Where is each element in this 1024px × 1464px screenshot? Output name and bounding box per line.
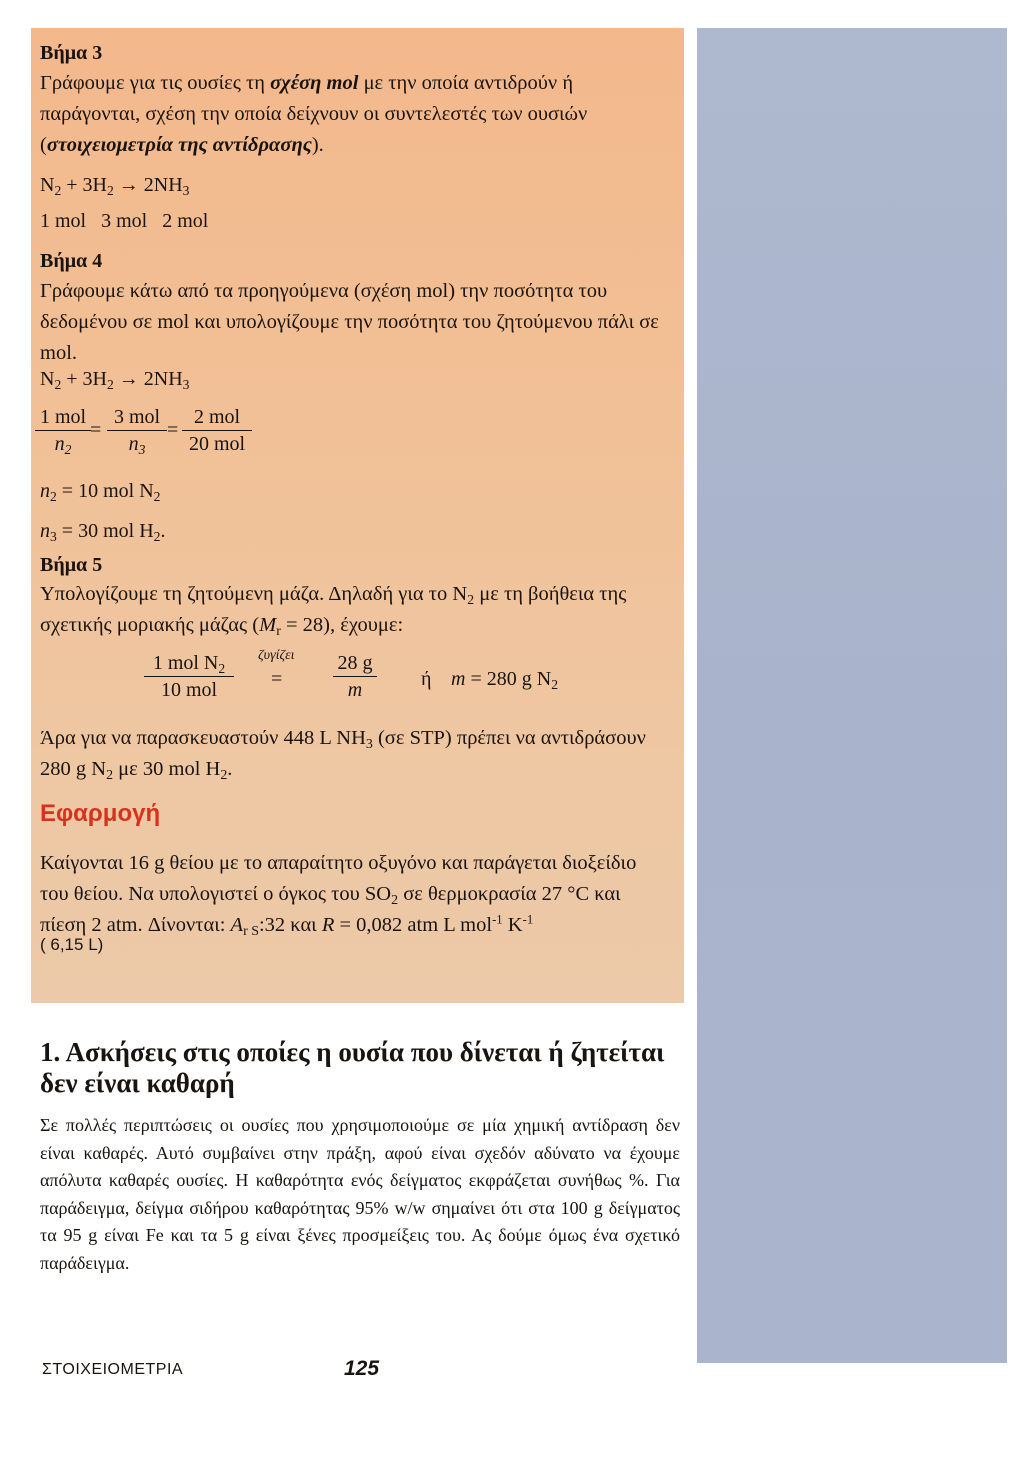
step4-title: Βήμα 4 (40, 250, 103, 272)
decorative-side-strip (697, 28, 1007, 1363)
step5-title: Βήμα 5 (40, 554, 103, 576)
step4-fraction-nh3: 2 mol 20 mol (182, 406, 252, 456)
application-text: Καίγονται 16 g θείου με το απαραίτητο οξυγόνο και παράγεται διοξείδιο του θείου. Να υπολογιστεί ο όγκος του $SO_2$ σε θερμοκρασία 27 °C και πίεση 2 atm. Δίνονται: $A_{r S}:32$ και R = 0,082 atm L mol$^{-1}$ $K^{-1}$ (40, 852, 637, 940)
step4-text: Γράφουμε κάτω από τα προηγούμενα (σχέση mol) την ποσότητα του δεδομένου σε mol και υπολογίζουμε την ποσότητα του ζητούμενου πάλι σε mol. (40, 280, 659, 364)
equals-sign: = (271, 668, 283, 690)
step4-fraction-n2: 1 mol $n_2$ (35, 406, 91, 456)
step4-result-n3: $n_3 = 30$ mol $H_2$. (40, 520, 166, 545)
step3-text: Γράφουμε για τις ουσίες τη σχέση mol με την οποία αντιδρούν ή παράγονται, σχέση την οποία δείχνουν οι συντελεστές των ουσιών (στοιχειομετρία της αντίδρασης). (40, 72, 588, 156)
step5-fraction-left: 1 mol $N_2$ 10 mol (144, 652, 234, 702)
step5-result: m = 280 g $N_2$ (451, 668, 558, 693)
weighs-label: ζυγίζει (258, 648, 295, 663)
step5-fraction-right: $\frac{28 g}{m}$ (333, 652, 377, 702)
equals-sign: = (90, 419, 102, 441)
or-word: ή (421, 668, 432, 690)
step3-title: Βήμα 3 (40, 42, 103, 64)
section-title: 1. Ασκήσεις στις οποίες η ουσία που δίνεται ή ζητείται δεν είναι καθαρή (40, 1037, 665, 1098)
page-number: 125 (344, 1357, 380, 1380)
footer-chapter: ΣΤΟΙΧΕΙΟΜΕΤΡΙΑ (42, 1361, 184, 1378)
step5-conclusion: Άρα για να παρασκευαστούν 448 L $NH_3$ (σε STP) πρέπει να αντιδράσουν 280 g $N_2$ με 30 mol $H_2$. (40, 727, 646, 784)
step4-fraction-n3: 3 mol $n_3$ (107, 406, 167, 456)
equals-sign: = (167, 419, 179, 441)
application-heading: Εφαρμογή (40, 800, 161, 827)
step5-text: Υπολογίζουμε τη ζητούμενη μάζα. Δηλαδή για το $N_2$ με τη βοήθεια της σχετικής μοριακής μάζας $(M_r = 28)$, έχουμε: (40, 583, 627, 640)
step3-moles: 1 mol 3 mol 2 mol (40, 210, 209, 232)
step4-reaction: $N_2 + 3H_2 \to 2NH_3$ (40, 368, 190, 393)
worked-example-box (31, 28, 684, 1003)
step3-reaction: $N_2 + 3H_2 \to 2NH_3$ (40, 174, 190, 199)
step4-result-n2: $n_2 = 10$ mol $N_2$ (40, 480, 161, 505)
application-answer: ( 6,15 L) (40, 935, 104, 954)
section-body: Σε πολλές περιπτώσεις οι ουσίες που χρησιμοποιούμε σε μία χημική αντίδραση δεν είναι καθαρές. Αυτό συμβαίνει στην πράξη, αφού είναι σχεδόν αδύνατο να έχουμε απόλυτα καθαρές ουσίες. Η καθαρότητα ενός δείγματος εκφράζεται συνήθως %. Για παράδειγμα, δείγμα σιδήρου καθαρότητας 95% w/w σημαίνει ότι στα 100 g δείγματος τα 95 g είναι Fe και τα 5 g είναι ξένες προσμείξεις του. Ας δούμε όμως ένα σχετικό παράδειγμα. (40, 1115, 680, 1273)
